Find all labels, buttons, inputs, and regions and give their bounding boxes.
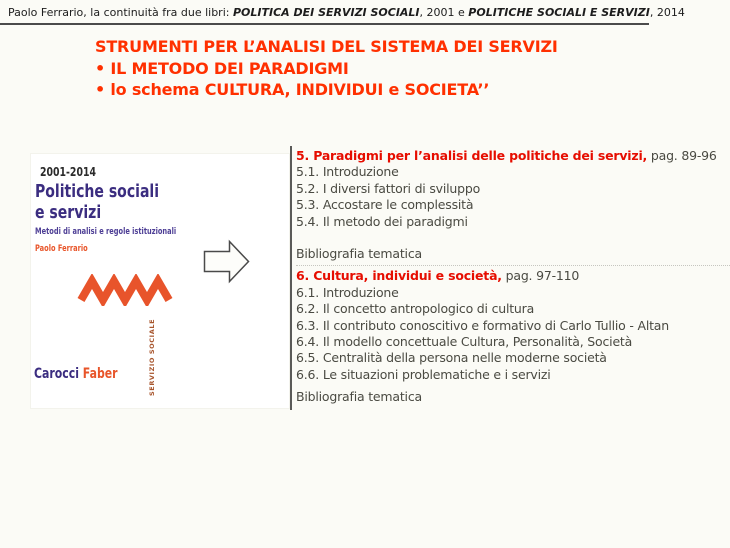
publisher-faber: Faber bbox=[78, 366, 118, 382]
toc-item: 5.3. Accostare le complessità bbox=[296, 197, 474, 213]
spacer bbox=[296, 230, 730, 246]
toc-item: 6.6. Le situazioni problematiche e i servizi bbox=[296, 366, 551, 382]
toc-section-heading bbox=[296, 148, 730, 164]
toc-heading-text: 5. Paradigmi per l’analisi delle politiche dei servizi, bbox=[296, 148, 648, 163]
toc-bibliography: Bibliografia tematica bbox=[296, 389, 422, 405]
header-credit-suffix: , 2014 bbox=[649, 6, 685, 19]
book-title-2: POLITICHE SOCIALI E SERVIZI bbox=[468, 6, 650, 19]
toc-heading-pages: pag. 89-96 bbox=[647, 148, 717, 163]
toc-bibliography: Bibliografia tematica bbox=[296, 246, 422, 262]
toc-item: 6.3. Il contributo conoscitivo e formativo di Carlo Tullio - Altan bbox=[296, 317, 669, 333]
slide-title bbox=[95, 36, 558, 101]
toc-section-divider bbox=[296, 265, 730, 266]
header-credit bbox=[8, 6, 685, 19]
toc-section-6 bbox=[296, 268, 730, 405]
book-cover bbox=[30, 153, 290, 409]
toc-item: 5.4. Il metodo dei paradigmi bbox=[296, 213, 468, 229]
toc-item: 5.1. Introduzione bbox=[296, 164, 399, 180]
toc-heading-pages: pag. 97-110 bbox=[501, 268, 580, 284]
cover-title-line-1: Politiche sociali bbox=[35, 181, 160, 202]
toc-section-heading bbox=[296, 268, 730, 284]
toc-section-5 bbox=[296, 148, 730, 262]
toc-item: 5.2. I diversi fattori di sviluppo bbox=[296, 180, 481, 196]
header-divider-rule bbox=[0, 23, 649, 25]
toc-item: 6.2. Il concetto antropologico di cultura bbox=[296, 301, 535, 317]
spine-series-label: SERVIZIO SOCIALE bbox=[148, 318, 156, 396]
cover-title bbox=[35, 181, 159, 223]
header-credit-mid: , 2001 e bbox=[419, 6, 469, 19]
cover-author: Paolo Ferrario bbox=[35, 244, 88, 254]
right-arrow-icon bbox=[203, 239, 250, 284]
table-of-contents bbox=[290, 146, 730, 410]
slide-title-line-3: • lo schema CULTURA, INDIVIDUI e SOCIETA’’ bbox=[95, 80, 490, 99]
publisher-carocci: Carocci bbox=[34, 366, 79, 382]
toc-item: 6.4. Il modello concettuale Cultura, Personalità, Società bbox=[296, 334, 633, 350]
slide-title-line-2: • IL METODO DEI PARADIGMI bbox=[95, 58, 349, 78]
cover-title-line-2: e servizi bbox=[35, 202, 102, 223]
toc-item: 6.1. Introduzione bbox=[296, 284, 399, 300]
cover-years: 2001-2014 bbox=[40, 165, 96, 179]
header-credit-prefix: Paolo Ferrario, la continuità fra due libri: bbox=[8, 6, 233, 19]
cover-subtitle: Metodi di analisi e regole istituzionali bbox=[35, 227, 177, 237]
book-title-1: POLITICA DEI SERVIZI SOCIALI bbox=[232, 6, 420, 19]
publisher-logo bbox=[34, 366, 118, 382]
toc-item: 6.5. Centralità della persona nelle moderne società bbox=[296, 350, 607, 366]
toc-heading-text: 6. Cultura, individui e società, bbox=[296, 268, 502, 284]
slide-title-line-1: STRUMENTI PER L’ANALISI DEL SISTEMA DEI SERVIZI bbox=[95, 37, 558, 56]
zigzag-wave-icon bbox=[77, 274, 173, 306]
